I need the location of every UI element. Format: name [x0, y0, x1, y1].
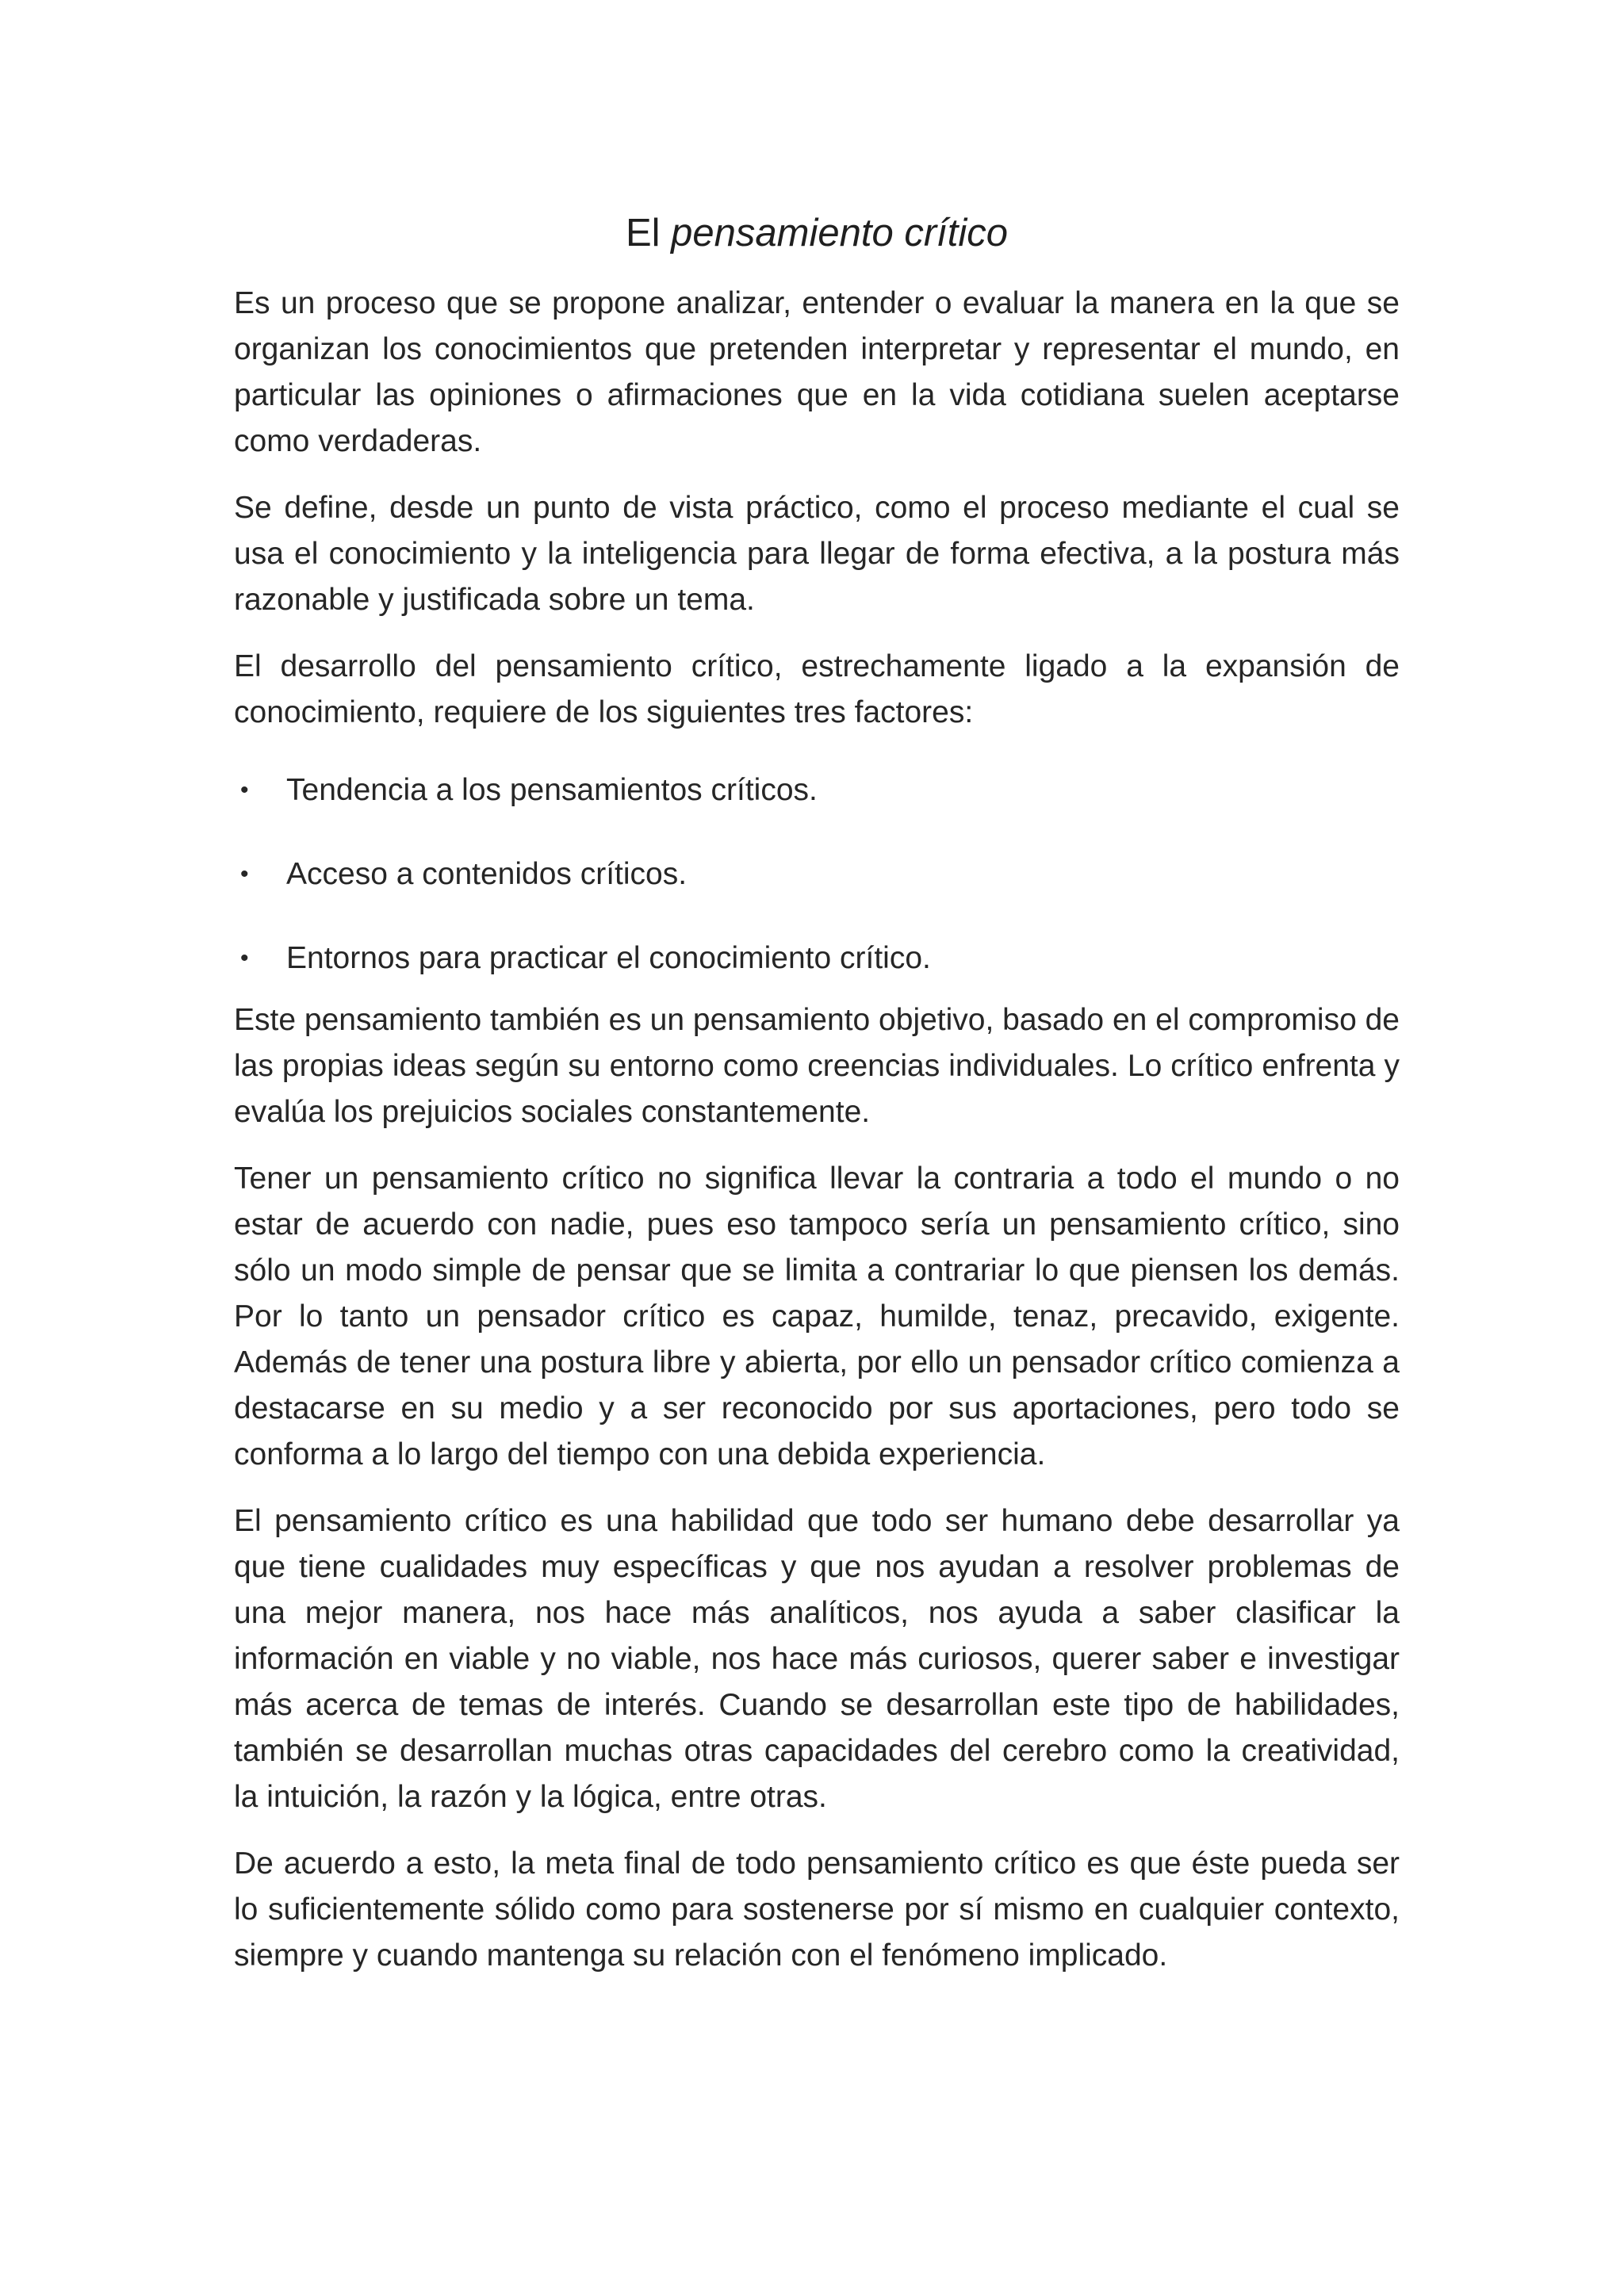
paragraph-practical-definition: Se define, desde un punto de vista práctico, como el proceso mediante el cual se usa el conocimiento y la inteligencia para llegar de forma efectiva, a la postura más razonable y justificada sobre un tema.	[234, 491, 1400, 617]
list-item-text: Tendencia a los pensamientos críticos.	[286, 773, 818, 807]
list-item	[234, 767, 1400, 813]
paragraph-definition: Es un proceso que se propone analizar, entender o evaluar la manera en la que se organizan los conocimientos que pretenden interpretar y representar el mundo, en particular las opiniones o afirmaciones que en la vida cotidiana suelen aceptarse como verdaderas.	[234, 286, 1400, 458]
paragraph-conclusion: De acuerdo a esto, la meta final de todo pensamiento crítico es que éste pueda ser lo suficientemente sólido como para sostenerse por sí mismo en cualquier contexto, siempre y cuando mantenga su relación con el fenómeno implicado.	[234, 1846, 1400, 1973]
title-prefix: El	[625, 212, 672, 254]
list-item-text: Acceso a contenidos críticos.	[286, 857, 688, 891]
list-item-text: Entornos para practicar el conocimiento crítico.	[286, 941, 931, 975]
list-item	[234, 851, 1400, 897]
bullet-icon: •	[240, 945, 249, 971]
paragraph-skill: El pensamiento crítico es una habilidad que todo ser humano debe desarrollar ya que tiene cualidades muy específicas y que nos ayudan a resolver problemas de una mejor manera, nos hace más analíticos, nos ayuda a saber clasificar la información en viable y no viable, nos hace más curiosos, querer saber e investigar más acerca de temas de interés. Cuando se desarrollan este tipo de habilidades, también se desarrollan muchas otras capacidades del cerebro como la creatividad, la intuición, la razón y la lógica, entre otras.	[234, 1504, 1400, 1814]
document-body	[234, 205, 1400, 1999]
bullet-icon: •	[240, 861, 249, 887]
paragraph-factors-intro: El desarrollo del pensamiento crítico, estrechamente ligado a la expansión de conocimiento, requiere de los siguientes tres factores:	[234, 649, 1400, 729]
paragraph-objective-thinking: Este pensamiento también es un pensamiento objetivo, basado en el compromiso de las propias ideas según su entorno como creencias individuales. Lo crítico enfrenta y evalúa los prejuicios sociales constantemente.	[234, 1003, 1400, 1129]
list-item	[234, 936, 1400, 982]
title-emphasis: pensamiento crítico	[671, 212, 1009, 254]
paragraph-critical-thinker: Tener un pensamiento crítico no significa llevar la contraria a todo el mundo o no estar de acuerdo con nadie, pues eso tampoco sería un pensamiento crítico, sino sólo un modo simple de pensar que se limita a contrariar lo que piensen los demás. Por lo tanto un pensador crítico es capaz, humilde, tenaz, precavido, exigente. Además de tener una postura libre y abierta, por ello un pensador crítico comienza a destacarse en su medio y a ser reconocido por sus aportaciones, pero todo se conforma a lo largo del tiempo con una debida experiencia.	[234, 1161, 1400, 1471]
page-title	[234, 205, 1400, 262]
bullet-icon: •	[240, 777, 249, 803]
factors-list	[234, 767, 1400, 982]
